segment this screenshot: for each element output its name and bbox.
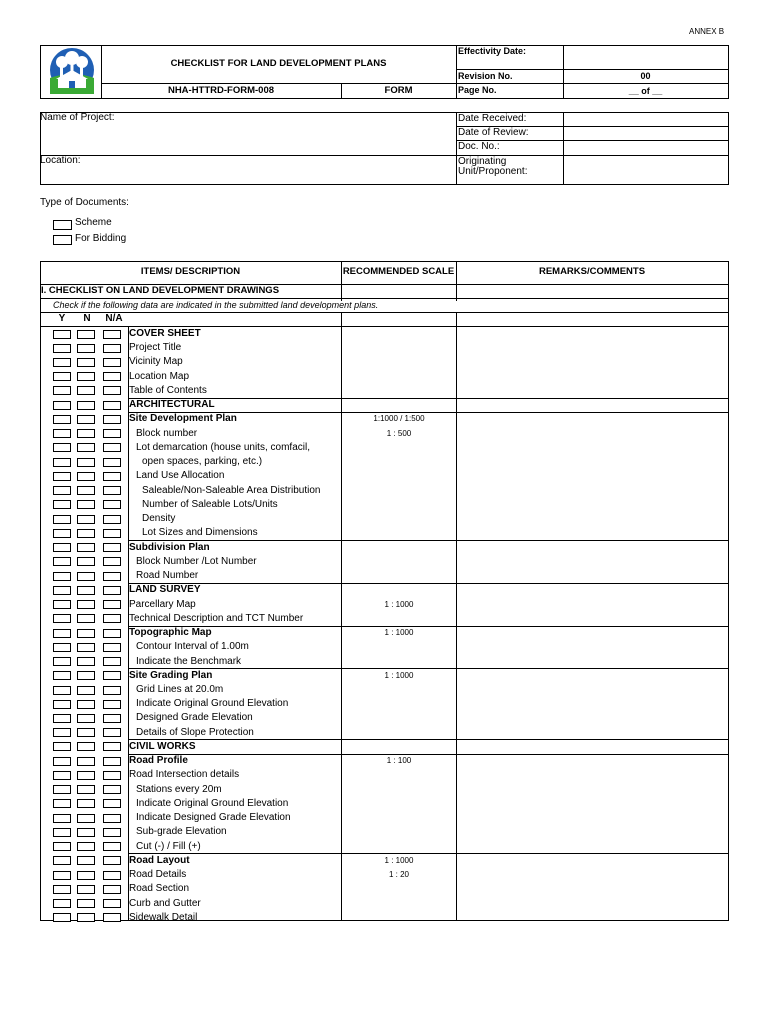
- checkbox-yes[interactable]: [53, 344, 71, 353]
- item-label: Location Map: [129, 370, 190, 382]
- item-label: Block number: [136, 427, 198, 439]
- checkbox-na[interactable]: [103, 572, 121, 581]
- checkbox-yes[interactable]: [53, 771, 71, 780]
- for-bidding-label: For Bidding: [75, 233, 127, 244]
- checkbox-yes[interactable]: [53, 643, 71, 652]
- section-title: I. CHECKLIST ON LAND DEVELOPMENT DRAWINGS: [41, 285, 280, 296]
- checkbox-na[interactable]: [103, 529, 121, 538]
- checkbox-na[interactable]: [103, 557, 121, 566]
- group-divider: [128, 739, 729, 740]
- item-label: Stations every 20m: [136, 783, 222, 795]
- checkbox-na[interactable]: [103, 429, 121, 438]
- checkbox-na[interactable]: [103, 771, 121, 780]
- item-label: LAND SURVEY: [129, 584, 201, 596]
- item-label: Details of Slope Protection: [136, 726, 254, 738]
- col-header-remarks: REMARKS/COMMENTS: [538, 266, 646, 277]
- checkbox-no[interactable]: [77, 557, 95, 566]
- checkbox-no[interactable]: [77, 871, 95, 880]
- checkbox-yes[interactable]: [53, 472, 71, 481]
- checkbox-na[interactable]: [103, 686, 121, 695]
- checkbox-no[interactable]: [77, 443, 95, 452]
- checkbox-yes[interactable]: [53, 401, 71, 410]
- checkbox-no[interactable]: [77, 386, 95, 395]
- checkbox-no[interactable]: [77, 344, 95, 353]
- checkbox-na[interactable]: [103, 728, 121, 737]
- group-divider: [128, 583, 729, 584]
- checkbox-no[interactable]: [77, 415, 95, 424]
- originating-label-1: Originating: [458, 156, 507, 167]
- checkbox-yes[interactable]: [53, 614, 71, 623]
- scale-value: 1 : 1000: [384, 628, 414, 638]
- item-label: Road Intersection details: [129, 769, 240, 781]
- checkbox-no[interactable]: [77, 543, 95, 552]
- item-label: Curb and Gutter: [129, 897, 201, 909]
- for-bidding-checkbox[interactable]: [53, 235, 72, 245]
- checkbox-no[interactable]: [77, 486, 95, 495]
- checkbox-yes[interactable]: [53, 543, 71, 552]
- checkbox-na[interactable]: [103, 657, 121, 666]
- checkbox-yes[interactable]: [53, 871, 71, 880]
- group-divider: [128, 398, 729, 399]
- revision-label: Revision No.: [458, 71, 513, 81]
- checkbox-no[interactable]: [77, 771, 95, 780]
- checkbox-yes[interactable]: [53, 686, 71, 695]
- scale-value: 1 : 20: [388, 870, 409, 880]
- checkbox-no[interactable]: [77, 728, 95, 737]
- checkbox-no[interactable]: [77, 885, 95, 894]
- checkbox-na[interactable]: [103, 614, 121, 623]
- checkbox-na[interactable]: [103, 543, 121, 552]
- group-divider: [128, 412, 729, 413]
- item-label: ARCHITECTURAL: [129, 399, 215, 411]
- checkbox-na[interactable]: [103, 799, 121, 808]
- checkbox-no[interactable]: [77, 899, 95, 908]
- checkbox-no[interactable]: [77, 586, 95, 595]
- scheme-label: Scheme: [75, 217, 112, 228]
- checkbox-na[interactable]: [103, 757, 121, 766]
- checkbox-yes[interactable]: [53, 657, 71, 666]
- checkbox-na[interactable]: [103, 443, 121, 452]
- doc-no-field[interactable]: [564, 141, 728, 155]
- checkbox-yes[interactable]: [53, 372, 71, 381]
- revision-value: 00: [640, 71, 651, 81]
- checkbox-na[interactable]: [103, 899, 121, 908]
- checkbox-na[interactable]: [103, 372, 121, 381]
- checkbox-yes[interactable]: [53, 529, 71, 538]
- group-divider: [128, 853, 729, 854]
- location-label: Location:: [40, 155, 81, 166]
- project-name-field[interactable]: [41, 124, 456, 155]
- item-label: Contour Interval of 1.00m: [136, 641, 249, 653]
- item-label: Subdivision Plan: [129, 541, 210, 553]
- checkbox-no[interactable]: [77, 643, 95, 652]
- checkbox-no[interactable]: [77, 429, 95, 438]
- item-label: Number of Saleable Lots/Units: [142, 498, 278, 510]
- checkbox-yes[interactable]: [53, 386, 71, 395]
- checkbox-na[interactable]: [103, 358, 121, 367]
- checkbox-no[interactable]: [77, 742, 95, 751]
- checkbox-yes[interactable]: [53, 814, 71, 823]
- item-label: Sub-grade Elevation: [136, 826, 227, 838]
- doc-types-label: Type of Documents:: [40, 197, 129, 208]
- checkbox-na[interactable]: [103, 842, 121, 851]
- checkbox-na[interactable]: [103, 472, 121, 481]
- checkbox-no[interactable]: [77, 401, 95, 410]
- date-received-label: Date Received:: [458, 113, 527, 124]
- checkbox-na[interactable]: [103, 671, 121, 680]
- item-label: Indicate Original Ground Elevation: [136, 698, 289, 710]
- item-label: Road Layout: [129, 854, 190, 866]
- item-label: Designed Grade Elevation: [136, 712, 253, 724]
- group-divider: [128, 540, 729, 541]
- checkbox-yes[interactable]: [53, 515, 71, 524]
- checkbox-na[interactable]: [103, 600, 121, 609]
- checkbox-no[interactable]: [77, 700, 95, 709]
- scale-value: 1 : 100: [386, 756, 412, 766]
- item-label: Sidewalk Detail: [129, 911, 198, 923]
- checkbox-yes[interactable]: [53, 885, 71, 894]
- checkbox-no[interactable]: [77, 529, 95, 538]
- checkbox-na[interactable]: [103, 586, 121, 595]
- checkbox-no[interactable]: [77, 814, 95, 823]
- checkbox-na[interactable]: [103, 885, 121, 894]
- checkbox-na[interactable]: [103, 486, 121, 495]
- item-label: Vicinity Map: [129, 356, 183, 368]
- scale-value: 1 : 500: [386, 428, 412, 438]
- checkbox-no[interactable]: [77, 714, 95, 723]
- checkbox-na[interactable]: [103, 344, 121, 353]
- checkbox-no[interactable]: [77, 913, 95, 922]
- checkbox-yes[interactable]: [53, 429, 71, 438]
- item-label: Lot demarcation (house units, comfacil,: [136, 441, 310, 453]
- checkbox-yes[interactable]: [53, 899, 71, 908]
- item-label: Grid Lines at 20.0m: [136, 684, 224, 695]
- check-header-y: Y: [58, 313, 66, 324]
- checkbox-no[interactable]: [77, 472, 95, 481]
- checkbox-no[interactable]: [77, 629, 95, 638]
- checkbox-yes[interactable]: [53, 842, 71, 851]
- check-header-na: N/A: [105, 313, 123, 324]
- checkbox-no[interactable]: [77, 600, 95, 609]
- item-label: Saleable/Non-Saleable Area Distribution: [142, 484, 321, 496]
- item-label: Table of Contents: [129, 384, 207, 396]
- annex-label: ANNEX B: [689, 27, 725, 36]
- checkbox-na[interactable]: [103, 814, 121, 823]
- date-received-field[interactable]: [564, 113, 728, 126]
- checkbox-yes[interactable]: [53, 415, 71, 424]
- checkbox-no[interactable]: [77, 686, 95, 695]
- checkbox-no[interactable]: [77, 614, 95, 623]
- scale-value: 1 : 1000: [384, 599, 414, 609]
- scale-value: 1 : 1000: [384, 855, 414, 865]
- checkbox-yes[interactable]: [53, 714, 71, 723]
- group-divider: [128, 754, 729, 755]
- checkbox-no[interactable]: [77, 828, 95, 837]
- checkbox-na[interactable]: [103, 515, 121, 524]
- group-divider: [128, 668, 729, 669]
- checkbox-yes[interactable]: [53, 458, 71, 467]
- checkbox-no[interactable]: [77, 757, 95, 766]
- item-label: Lot Sizes and Dimensions: [142, 527, 258, 539]
- scheme-checkbox[interactable]: [53, 220, 72, 230]
- item-label: Parcellary Map: [129, 598, 196, 610]
- checkbox-yes[interactable]: [53, 500, 71, 509]
- checkbox-yes[interactable]: [53, 572, 71, 581]
- form-title: CHECKLIST FOR LAND DEVELOPMENT PLANS: [170, 58, 387, 69]
- scale-value: 1:1000 / 1:500: [373, 414, 425, 424]
- checkbox-na[interactable]: [103, 629, 121, 638]
- item-label: Project Title: [129, 342, 182, 354]
- checkbox-yes[interactable]: [53, 629, 71, 638]
- originating-unit-field[interactable]: [564, 156, 728, 184]
- item-label: Site Grading Plan: [129, 669, 213, 681]
- checkbox-no[interactable]: [77, 515, 95, 524]
- checkbox-na[interactable]: [103, 415, 121, 424]
- date-review-label: Date of Review:: [458, 127, 529, 138]
- checkbox-na[interactable]: [103, 401, 121, 410]
- form-label: FORM: [384, 85, 413, 96]
- checkbox-yes[interactable]: [53, 358, 71, 367]
- checkbox-yes[interactable]: [53, 671, 71, 680]
- form-code: NHA-HTTRD-FORM-008: [167, 85, 275, 96]
- originating-label-2: Unit/Proponent:: [458, 166, 528, 177]
- item-label: Technical Description and TCT Number: [129, 612, 304, 624]
- item-label: Road Profile: [129, 755, 188, 767]
- checkbox-no[interactable]: [77, 671, 95, 680]
- item-label: Topographic Map: [129, 627, 212, 639]
- checkbox-yes[interactable]: [53, 700, 71, 709]
- checkbox-no[interactable]: [77, 330, 95, 339]
- checkbox-no[interactable]: [77, 500, 95, 509]
- col-header-items: ITEMS/ DESCRIPTION: [140, 266, 241, 277]
- page-label: Page No.: [458, 85, 497, 95]
- checkbox-yes[interactable]: [53, 600, 71, 609]
- page-value: __ of __: [628, 86, 663, 96]
- checkbox-yes[interactable]: [53, 828, 71, 837]
- item-label: Road Details: [129, 869, 187, 881]
- checkbox-yes[interactable]: [53, 443, 71, 452]
- item-label: Road Number: [136, 570, 199, 582]
- item-label: Indicate Original Ground Elevation: [136, 797, 289, 809]
- item-label: Road Section: [129, 883, 190, 895]
- checkbox-yes[interactable]: [53, 330, 71, 339]
- project-name-label: Name of Project:: [40, 112, 115, 123]
- checkbox-na[interactable]: [103, 785, 121, 794]
- item-label: Density: [142, 513, 176, 525]
- checkbox-no[interactable]: [77, 785, 95, 794]
- checkbox-no[interactable]: [77, 458, 95, 467]
- checkbox-yes[interactable]: [53, 799, 71, 808]
- checkbox-na[interactable]: [103, 714, 121, 723]
- checkbox-na[interactable]: [103, 856, 121, 865]
- checkbox-yes[interactable]: [53, 728, 71, 737]
- checkbox-yes[interactable]: [53, 785, 71, 794]
- checkbox-yes[interactable]: [53, 856, 71, 865]
- nha-logo-icon: [46, 48, 98, 94]
- checkbox-na[interactable]: [103, 742, 121, 751]
- checkbox-no[interactable]: [77, 372, 95, 381]
- group-divider: [128, 626, 729, 627]
- col-header-scale: RECOMMENDED SCALE: [342, 266, 455, 277]
- checkbox-no[interactable]: [77, 572, 95, 581]
- location-field[interactable]: [41, 167, 456, 184]
- scale-value: 1 : 1000: [384, 670, 414, 680]
- checkbox-na[interactable]: [103, 500, 121, 509]
- checkbox-na[interactable]: [103, 700, 121, 709]
- effectivity-label: Effectivity Date:: [458, 46, 527, 56]
- item-label: Land Use Allocation: [136, 470, 225, 482]
- checkbox-yes[interactable]: [53, 757, 71, 766]
- checkbox-yes[interactable]: [53, 586, 71, 595]
- checkbox-yes[interactable]: [53, 557, 71, 566]
- checkbox-no[interactable]: [77, 842, 95, 851]
- check-header-n: N: [83, 313, 91, 324]
- item-label: Cut (-) / Fill (+): [136, 840, 201, 852]
- checkbox-yes[interactable]: [53, 486, 71, 495]
- instruction-text: Check if the following data are indicated in the submitted land development plans.: [53, 300, 379, 310]
- checkbox-na[interactable]: [103, 643, 121, 652]
- item-label: COVER SHEET: [129, 328, 201, 339]
- checkbox-no[interactable]: [77, 657, 95, 666]
- checkbox-no[interactable]: [77, 799, 95, 808]
- checkbox-na[interactable]: [103, 913, 121, 922]
- checkbox-na[interactable]: [103, 828, 121, 837]
- item-label: Indicate the Benchmark: [136, 655, 242, 667]
- item-label: open spaces, parking, etc.): [142, 456, 263, 468]
- doc-no-label: Doc. No.:: [458, 141, 500, 152]
- item-label: Indicate Designed Grade Elevation: [136, 812, 291, 824]
- checkbox-na[interactable]: [103, 330, 121, 339]
- item-label: CIVIL WORKS: [129, 740, 196, 752]
- checkbox-yes[interactable]: [53, 913, 71, 922]
- checkbox-yes[interactable]: [53, 742, 71, 751]
- checkbox-no[interactable]: [77, 358, 95, 367]
- checkbox-na[interactable]: [103, 458, 121, 467]
- date-review-field[interactable]: [564, 127, 728, 140]
- checkbox-na[interactable]: [103, 386, 121, 395]
- item-label: Block Number /Lot Number: [136, 555, 257, 567]
- item-label: Site Development Plan: [129, 413, 237, 425]
- checkbox-no[interactable]: [77, 856, 95, 865]
- checkbox-na[interactable]: [103, 871, 121, 880]
